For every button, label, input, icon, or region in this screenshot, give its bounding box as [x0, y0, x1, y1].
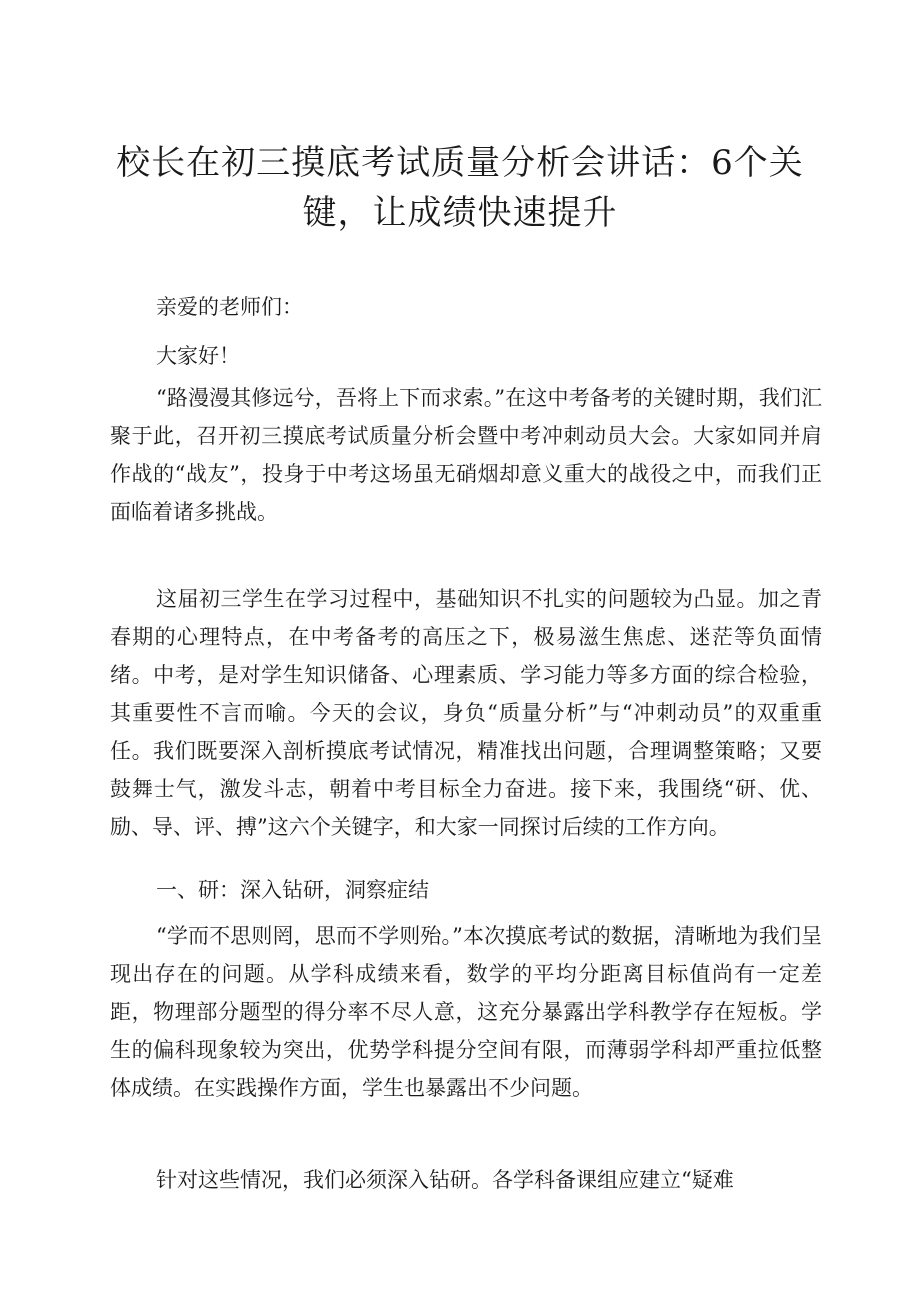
- paragraph-intro-quote: “路漫漫其修远兮，吾将上下而求索。”在这中考备考的关键时期，我们汇聚于此，召开初三摸底考试质量分析会暨中考冲刺动员大会。大家如同并肩作战的“战友”，投身于中考这场虽无硝烟却意义重大的战役之中，而我们正面临着诸多挑战。: [110, 386, 822, 524]
- section-heading-research: 一、研：深入钻研，洞察症结: [156, 878, 429, 902]
- paragraph-research-analysis: “学而不思则罔，思而不学则殆。”本次摸底考试的数据，清晰地为我们呈现出存在的问题。从学科成绩来看，数学的平均分距离目标值尚有一定差距，物理部分题型的得分率不尽人意，这充分暴露出学科教学存在短板。学生的偏科现象较为突出，优势学科提分空间有限，而薄弱学科却严重拉低整体成绩。在实践操作方面，学生也暴露出不少问题。: [110, 924, 822, 1100]
- salutation: 亲爱的老师们：: [156, 295, 303, 319]
- paragraph-intro-context: 这届初三学生在学习过程中，基础知识不扎实的问题较为凸显。加之青春期的心理特点，在中考备考的高压之下，极易滋生焦虑、迷茫等负面情绪。中考，是对学生知识储备、心理素质、学习能力等多方面的综合检验，其重要性不言而喻。今天的会议，身负“质量分析”与“冲刺动员”的双重重任。我们既要深入剖析摸底考试情况，精准找出问题，合理调整策略；又要鼓舞士气，激发斗志，朝着中考目标全力奋进。接下来，我围绕“研、优、励、导、评、搏”这六个关键字，和大家一同探讨后续的工作方向。: [110, 587, 822, 839]
- document-title: 校长在初三摸底考试质量分析会讲话：6个关键，让成绩快速提升: [116, 143, 804, 233]
- greeting: 大家好！: [156, 344, 240, 368]
- paragraph-research-action: 针对这些情况，我们必须深入钻研。各学科备课组应建立“疑难: [156, 1168, 734, 1192]
